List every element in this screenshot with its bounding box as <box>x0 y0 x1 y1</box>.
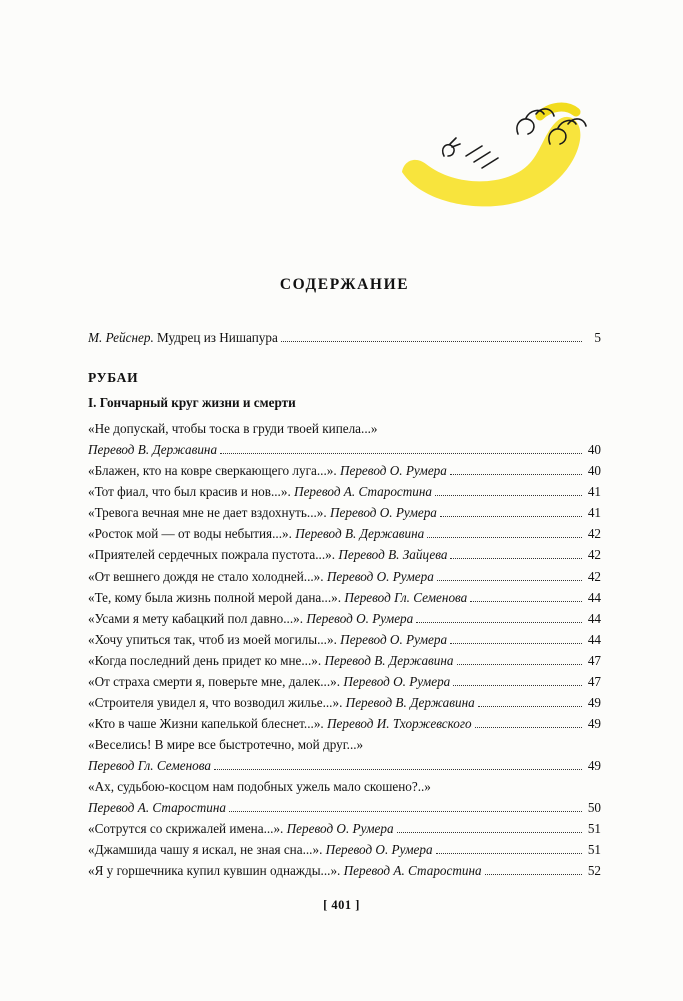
entry-page-number: 41 <box>587 505 601 521</box>
entry-translator: Перевод О. Румера <box>329 505 437 521</box>
entry-translator: Перевод О. Румера <box>339 463 447 479</box>
entry-quote: «Когда последний день придет ко мне...». <box>88 652 322 668</box>
toc-entry[interactable] <box>88 419 601 460</box>
entry-page-number: 50 <box>587 800 601 816</box>
entry-page-number: 51 <box>587 821 601 837</box>
yellow-brush-doodle-icon <box>390 100 610 220</box>
leader-dots <box>435 494 582 496</box>
entry-translator: Перевод В. Державина <box>324 652 454 668</box>
entry-page-number: 42 <box>587 526 601 542</box>
entry-page-number: 40 <box>587 463 601 479</box>
entry-page-number: 47 <box>587 673 601 689</box>
section-heading-rubai: РУБАИ <box>88 370 139 386</box>
toc-entry[interactable] <box>88 545 601 565</box>
entry-quote: «Тревога вечная мне не дает вздохнуть...». <box>88 505 327 521</box>
entry-translator: Перевод В. Державина <box>295 526 425 542</box>
entry-page-number: 44 <box>587 610 601 626</box>
entry-translator: Перевод Гл. Семенова <box>88 758 211 774</box>
entry-page-number: 47 <box>587 652 601 668</box>
entry-translator: Перевод О. Румера <box>340 631 448 647</box>
leader-dots <box>440 515 582 517</box>
entry-translator: Перевод А. Старостина <box>343 863 482 879</box>
leader-dots <box>478 705 582 707</box>
leader-dots <box>229 810 582 812</box>
page-folio: [ 401 ] <box>323 898 360 912</box>
toc-entry-front-matter[interactable] <box>88 328 601 348</box>
entry-translator: Перевод В. Державина <box>88 442 218 458</box>
entry-quote: «Те, кому была жизнь полной мерой дана...». <box>88 589 342 605</box>
toc-entry[interactable] <box>88 588 601 608</box>
leader-dots <box>470 600 582 602</box>
page-title: СОДЕРЖАНИЕ <box>279 276 410 293</box>
toc-entry[interactable] <box>88 461 601 481</box>
entry-translator: Перевод В. Державина <box>345 694 475 710</box>
leader-dots <box>427 536 582 538</box>
entry-page-number: 5 <box>594 330 601 345</box>
toc-entry[interactable] <box>88 777 601 818</box>
toc-entry[interactable] <box>88 840 601 860</box>
leader-dots <box>416 621 582 623</box>
entry-page-number: 42 <box>587 547 601 563</box>
entry-translator: Перевод И. Тхоржевского <box>327 715 472 731</box>
toc-entry[interactable] <box>88 819 601 839</box>
entry-translator: Перевод О. Румера <box>326 568 434 584</box>
leader-dots <box>437 579 582 581</box>
section-subheading: I. Гончарный круг жизни и смерти <box>88 395 296 411</box>
entry-quote: «Сотрутся со скрижалей имена...». <box>88 821 284 837</box>
leader-dots <box>214 768 582 770</box>
table-of-contents <box>88 276 601 882</box>
entry-quote: «Приятелей сердечных пожрала пустота...». <box>88 547 336 563</box>
entry-quote: «Джамшида чашу я искал, не зная сна...». <box>88 842 323 858</box>
entry-quote: «Блажен, кто на ковре сверкающего луга...». <box>88 463 337 479</box>
entry-quote: «Росток мой — от воды небытия...». <box>88 526 292 542</box>
toc-entry[interactable] <box>88 861 601 881</box>
leader-dots <box>485 873 582 875</box>
entry-translator: Перевод О. Румера <box>343 673 451 689</box>
entry-quote: «Усами я мету кабацкий пол давно...». <box>88 610 304 626</box>
toc-entry[interactable] <box>88 609 601 629</box>
toc-entry[interactable] <box>88 714 601 734</box>
entry-page-number: 40 <box>587 442 601 458</box>
entry-page-number: 41 <box>587 484 601 500</box>
entry-page-number: 44 <box>587 631 601 647</box>
toc-entry[interactable] <box>88 672 601 692</box>
entry-translator: Перевод О. Румера <box>325 842 433 858</box>
entry-quote: «Веселись! В мире все быстротечно, мой друг...» <box>88 737 364 752</box>
entry-quote: «От вешнего дождя не стало холодней...». <box>88 568 324 584</box>
entry-page-number: 49 <box>587 694 601 710</box>
entry-quote: «Кто в чаше Жизни капелькой блеснет...». <box>88 715 324 731</box>
leader-dots <box>450 642 582 644</box>
leader-dots <box>281 340 582 342</box>
entry-page-number: 42 <box>587 568 601 584</box>
leader-dots <box>450 473 582 475</box>
toc-entry[interactable] <box>88 630 601 650</box>
entry-page-number: 52 <box>587 863 601 879</box>
leader-dots <box>453 684 582 686</box>
toc-entry[interactable] <box>88 482 601 502</box>
toc-entry[interactable] <box>88 503 601 523</box>
entry-quote: «Я у горшечника купил кувшин однажды...». <box>88 863 341 879</box>
entry-quote: «Хочу упиться так, чтоб из моей могилы...». <box>88 631 337 647</box>
entry-translator: Перевод А. Старостина <box>294 484 433 500</box>
entry-page-number: 49 <box>587 758 601 774</box>
entry-author: М. Рейснер. <box>88 330 154 345</box>
entry-translator: Перевод В. Зайцева <box>338 547 448 563</box>
toc-entry[interactable] <box>88 693 601 713</box>
leader-dots <box>450 557 582 559</box>
leader-dots <box>220 452 582 454</box>
toc-entry[interactable] <box>88 651 601 671</box>
entry-page-number: 51 <box>587 842 601 858</box>
leader-dots <box>436 852 582 854</box>
leader-dots <box>397 831 582 833</box>
entry-page-number: 44 <box>587 589 601 605</box>
toc-entry[interactable] <box>88 735 601 776</box>
leader-dots <box>457 663 583 665</box>
entry-page-number: 49 <box>587 715 601 731</box>
entry-label: Мудрец из Нишапура <box>157 330 278 345</box>
entry-quote: «От страха смерти я, поверьте мне, далек...». <box>88 673 341 689</box>
entry-quote: «Тот фиал, что был красив и нов...». <box>88 484 291 500</box>
entry-quote: «Строителя увидел я, что возводил жилье...». <box>88 694 343 710</box>
entry-translator: Перевод А. Старостина <box>88 800 226 816</box>
leader-dots <box>475 726 582 728</box>
toc-entry[interactable] <box>88 567 601 587</box>
entry-translator: Перевод О. Румера <box>286 821 394 837</box>
entry-translator: Перевод О. Румера <box>306 610 414 626</box>
entry-quote: «Ах, судьбою-косцом нам подобных ужель мало скошено?..» <box>88 779 431 795</box>
entry-quote: «Не допускай, чтобы тоска в груди твоей кипела...» <box>88 421 378 437</box>
toc-entry[interactable] <box>88 524 601 544</box>
entry-translator: Перевод Гл. Семенова <box>344 589 468 605</box>
